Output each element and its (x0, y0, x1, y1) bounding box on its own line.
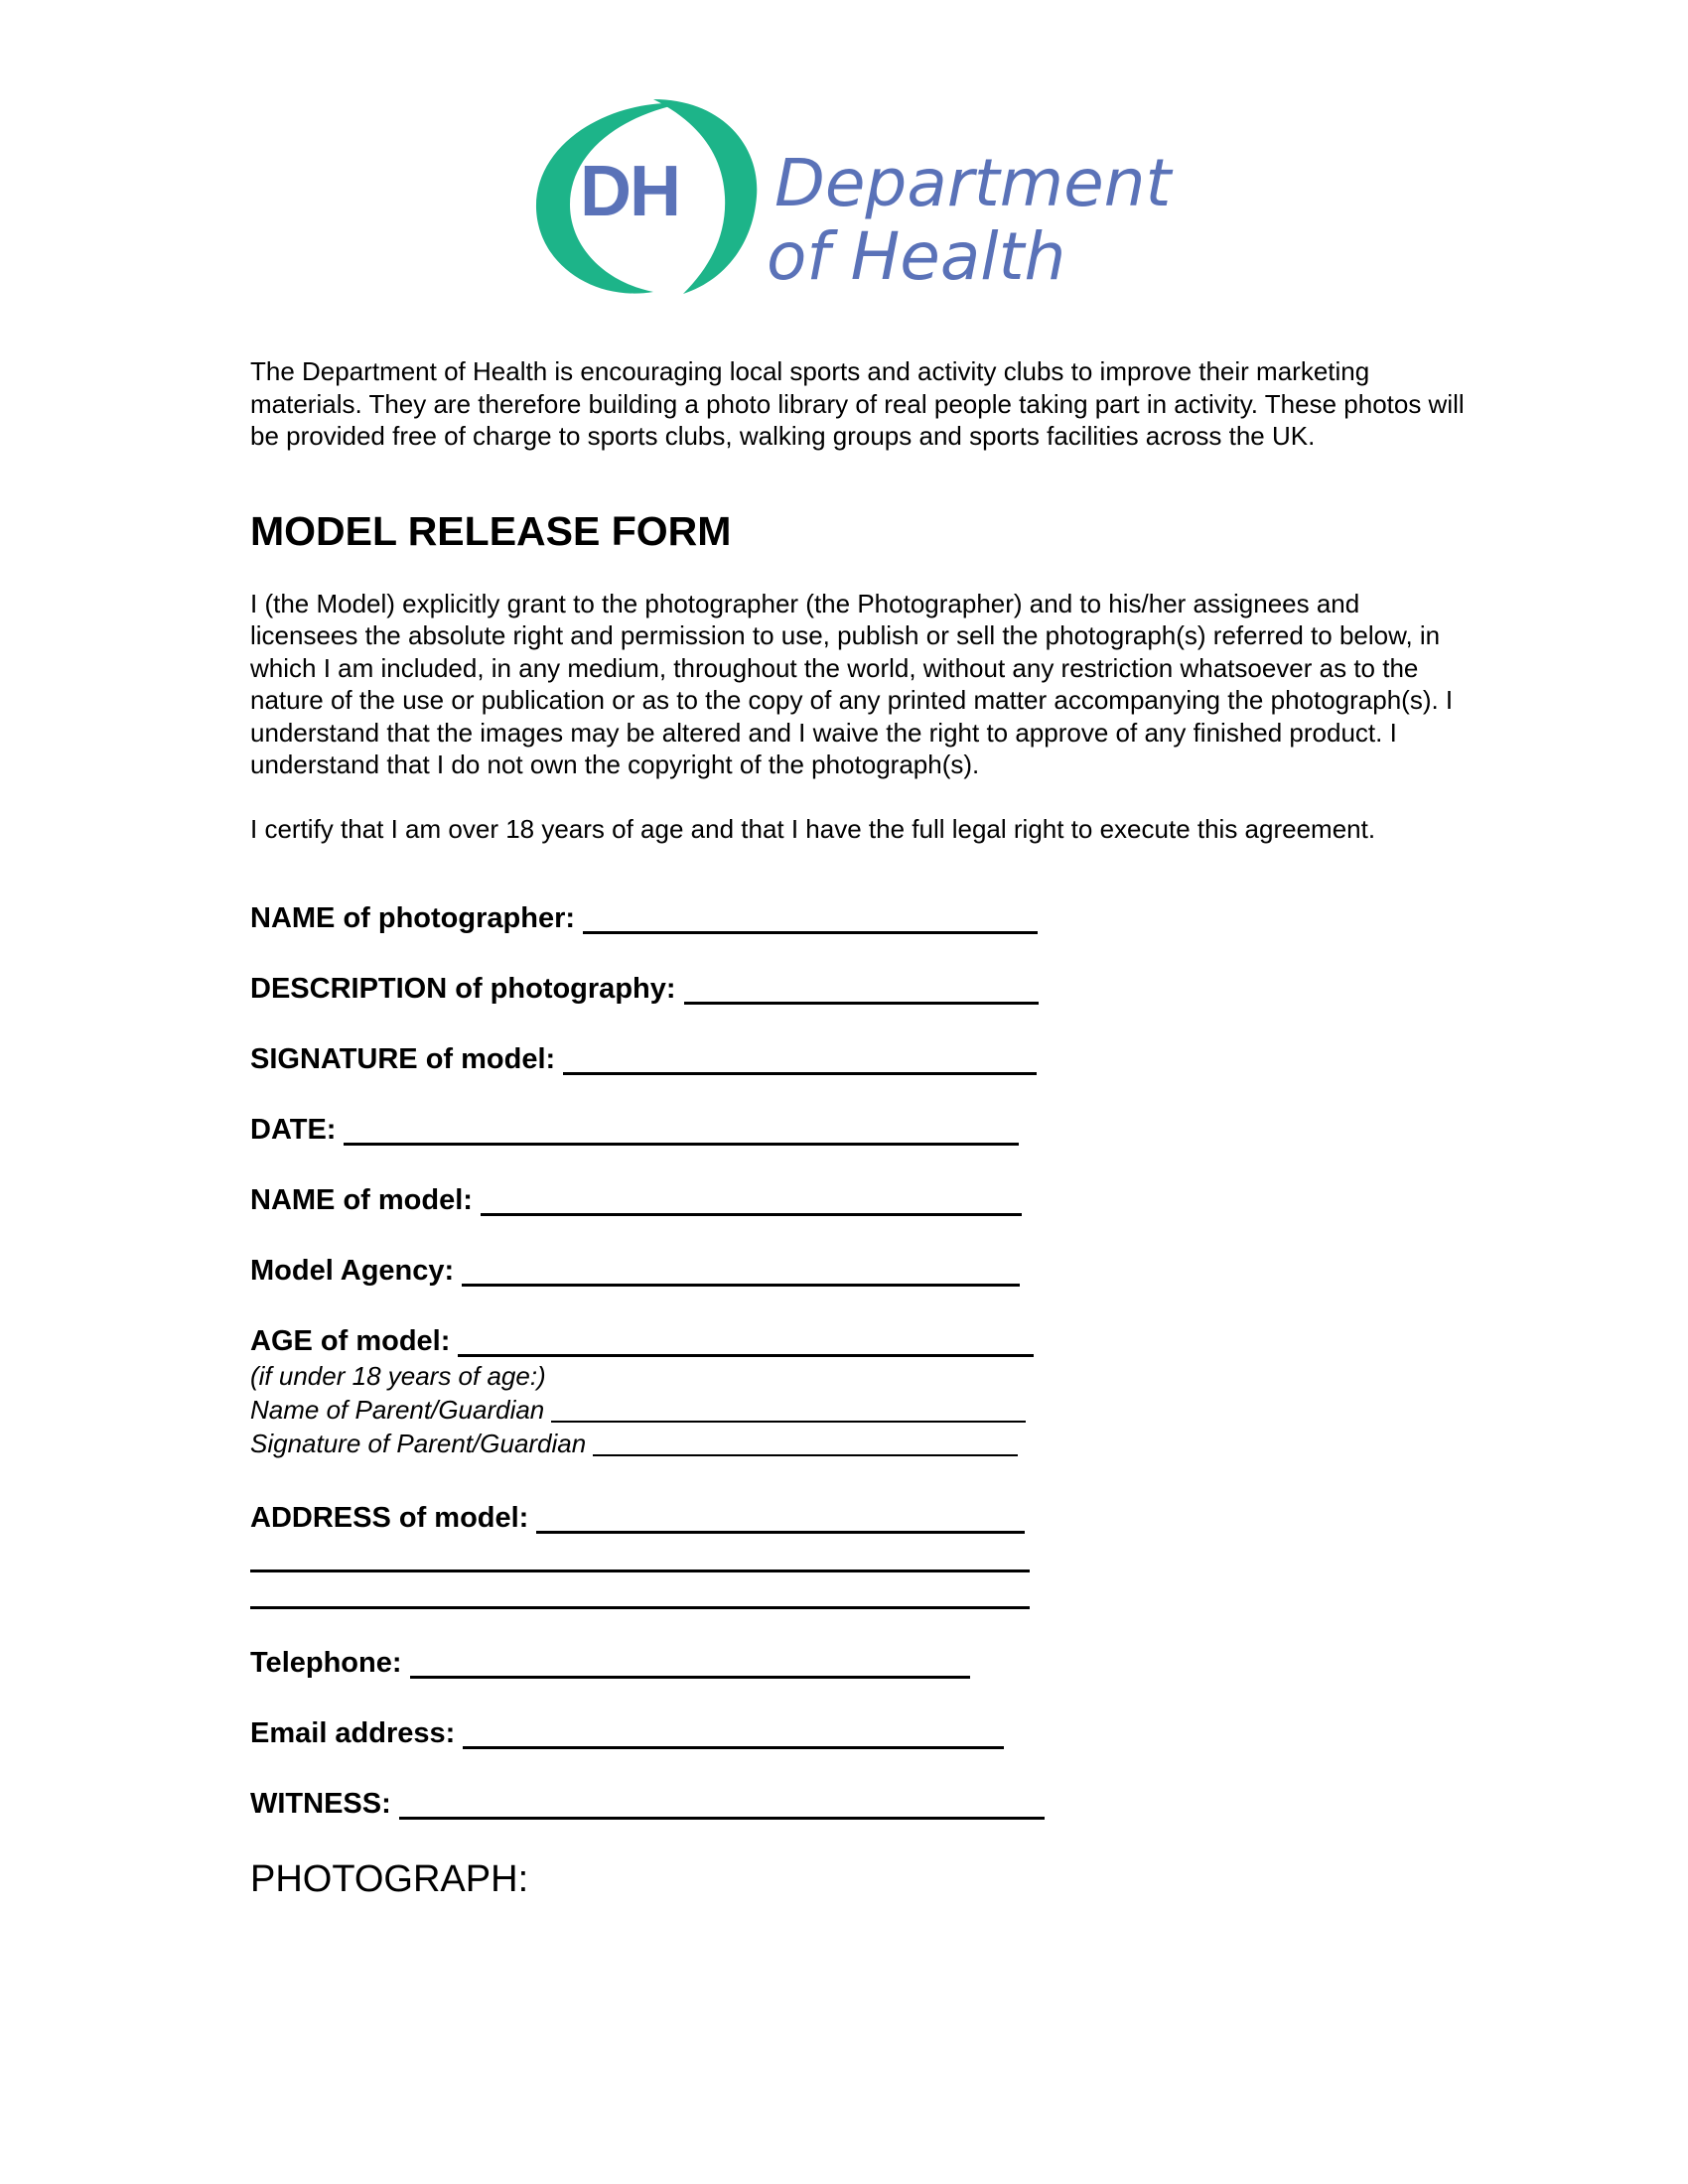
model-age-input-line[interactable] (458, 1354, 1034, 1357)
telephone-label: Telephone: (250, 1647, 402, 1679)
telephone-field (250, 1645, 1472, 1681)
model-agency-field (250, 1253, 1472, 1289)
model-name-label: NAME of model: (250, 1184, 473, 1216)
telephone-input-line[interactable] (410, 1676, 970, 1679)
witness-label: WITNESS: (250, 1788, 391, 1820)
photographer-name-input-line[interactable] (583, 931, 1038, 934)
address-extra-lines (250, 1536, 1472, 1609)
guardian-note-text: (if under 18 years of age:) (250, 1361, 546, 1391)
model-name-field (250, 1182, 1472, 1218)
guardian-name-input-line[interactable] (551, 1421, 1026, 1423)
photography-description-field (250, 971, 1472, 1007)
guardian-name-field (250, 1393, 1472, 1427)
photograph-label: PHOTOGRAPH: (250, 1858, 529, 1900)
guardian-name-label: Name of Parent/Guardian (250, 1395, 545, 1425)
photographer-name-label: NAME of photographer: (250, 902, 576, 934)
form-title: MODEL RELEASE FORM (250, 507, 732, 554)
photography-description-label: DESCRIPTION of photography: (250, 973, 676, 1005)
guardian-signature-input-line[interactable] (593, 1454, 1018, 1456)
form-content (250, 355, 1472, 1902)
model-address-label: ADDRESS of model: (250, 1502, 529, 1534)
model-age-label: AGE of model: (250, 1325, 451, 1357)
address-line-3[interactable] (250, 1572, 1030, 1609)
model-address-field (250, 1500, 1472, 1536)
logo-text-of-health: of Health (767, 218, 1066, 295)
date-input-line[interactable] (344, 1143, 1019, 1146)
model-address-input-line[interactable] (536, 1531, 1025, 1534)
model-agency-label: Model Agency: (250, 1255, 455, 1287)
model-signature-input-line[interactable] (563, 1072, 1037, 1075)
email-input-line[interactable] (463, 1746, 1004, 1749)
witness-field (250, 1786, 1472, 1822)
witness-input-line[interactable] (399, 1817, 1045, 1820)
date-label: DATE: (250, 1114, 337, 1146)
certify-paragraph: I certify that I am over 18 years of age and that I have the full legal right to execute this agreement. (250, 813, 1376, 844)
photography-description-input-line[interactable] (684, 1002, 1039, 1005)
model-name-input-line[interactable] (481, 1213, 1022, 1216)
model-signature-field (250, 1041, 1472, 1077)
model-signature-label: SIGNATURE of model: (250, 1043, 556, 1075)
guardian-signature-field (250, 1427, 1472, 1460)
department-of-health-logo (534, 97, 1172, 304)
address-line-2[interactable] (250, 1536, 1030, 1572)
guardian-note (250, 1359, 1472, 1393)
model-agency-input-line[interactable] (462, 1284, 1020, 1287)
guardian-signature-label: Signature of Parent/Guardian (250, 1429, 587, 1458)
guardian-section (250, 1359, 1472, 1460)
logo-text-department: Department (774, 145, 1172, 221)
email-label: Email address: (250, 1717, 456, 1749)
logo-initials: DH (580, 152, 679, 231)
email-field (250, 1715, 1472, 1751)
grant-paragraph: I (the Model) explicitly grant to the photographer (the Photographer) and to his/her assignees and licensees the absolute right and permission to use, publish or sell the photograph(s) referred to below, in which I am included, in any medium, throughout the world, without any restriction whatsoever as to the nature of the use or publication or as to the copy of any printed matter accompanying the photograph(s). I understand that the images may be altered and I waive the right to approve of any finished product. I understand that I do not own the copyright of the photograph(s). (250, 588, 1454, 779)
model-age-field (250, 1323, 1472, 1359)
photographer-name-field (250, 900, 1472, 936)
intro-paragraph: The Department of Health is encouraging local sports and activity clubs to improve their marketing materials. They are therefore building a photo library of real people taking part in activity. These photos will be provided free of charge to sports clubs, walking groups and sports facilities across the UK. (250, 356, 1465, 451)
date-field (250, 1112, 1472, 1148)
